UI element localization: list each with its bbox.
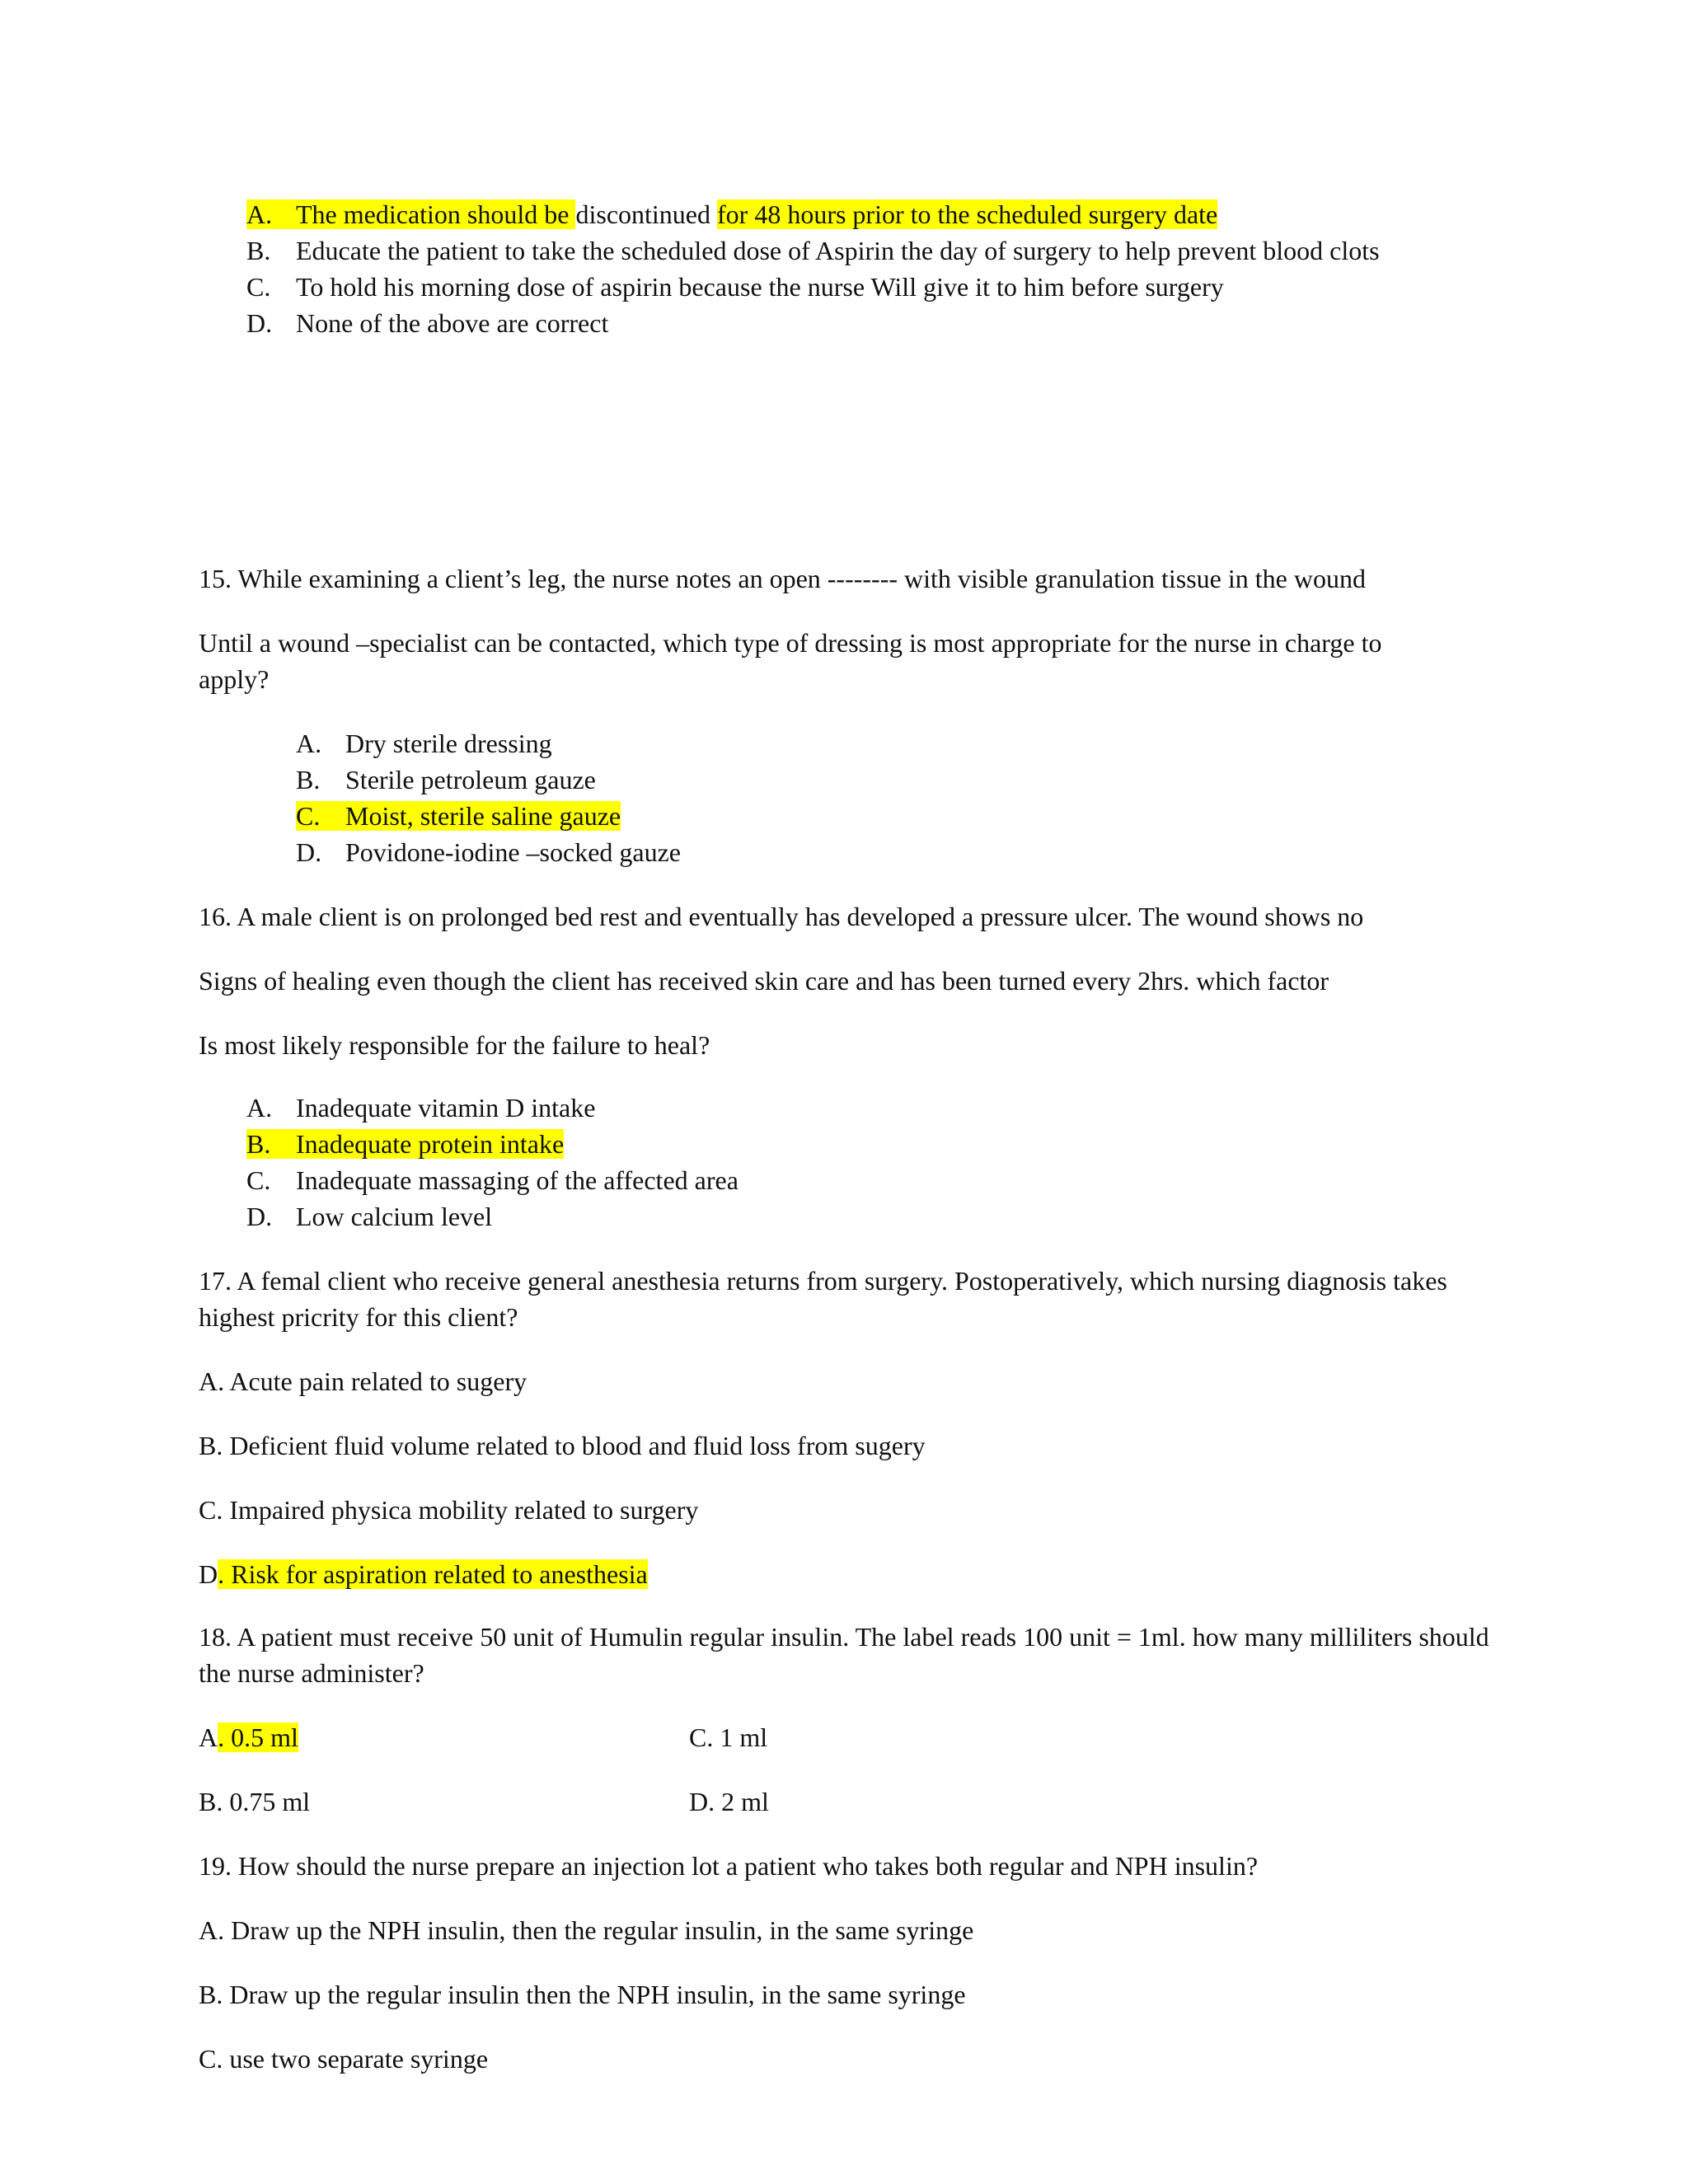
option-text: Sterile petroleum gauze bbox=[345, 765, 596, 794]
q16-question-line2: Signs of healing even though the client has received skin care and has been turned every 2hrs. which factor bbox=[199, 966, 1329, 996]
q16-option-a bbox=[246, 1090, 595, 1126]
q19-option-a: A. Draw up the NPH insulin, then the regular insulin, in the same syringe bbox=[199, 1915, 974, 1945]
q14-option-c bbox=[246, 269, 1224, 305]
q16-question-line3: Is most likely responsible for the failure to heal? bbox=[199, 1030, 710, 1060]
q19-option-c: C. use two separate syringe bbox=[199, 2044, 489, 2074]
q17-option-b: B. Deficient fluid volume related to blood and fluid loss from sugery bbox=[199, 1431, 926, 1460]
option-label: A. bbox=[296, 729, 322, 758]
option-label: D. bbox=[246, 1202, 273, 1231]
q18-option-d: D. 2 ml bbox=[689, 1787, 769, 1816]
option-text: None of the above are correct bbox=[296, 308, 609, 338]
q17-question: 17. A femal client who receive general anesthesia returns from surgery. Postoperatively, which nursing diagnosis takes highest pricrity for this client? bbox=[199, 1266, 1447, 1332]
option-label: C. bbox=[246, 272, 271, 302]
option-label: A bbox=[199, 1722, 218, 1752]
q15-option-a bbox=[296, 725, 552, 762]
q18-option-c: C. 1 ml bbox=[689, 1722, 768, 1752]
option-label: C. bbox=[246, 1165, 271, 1195]
option-text: Educate the patient to take the scheduled dose of Aspirin the day of surgery to help prevent blood clots bbox=[296, 236, 1380, 265]
q19-option-b: B. Draw up the regular insulin then the NPH insulin, in the same syringe bbox=[199, 1980, 966, 2009]
q19-question: 19. How should the nurse prepare an injection lot a patient who takes both regular and NPH insulin? bbox=[199, 1851, 1259, 1881]
q14-option-b bbox=[246, 232, 1380, 269]
option-text-highlighted: Inadequate protein intake bbox=[296, 1129, 565, 1159]
q16-option-c bbox=[246, 1162, 738, 1198]
q18-question: 18. A patient must receive 50 unit of Humulin regular insulin. The label reads 100 unit = 1ml. how many milliliters should the nurse administer? bbox=[199, 1622, 1489, 1688]
option-text-highlighted: The medication should be bbox=[296, 199, 576, 229]
option-text-highlighted: for 48 hours prior to the scheduled surgery date bbox=[717, 199, 1218, 229]
q14-option-d bbox=[246, 305, 608, 341]
q16-option-b bbox=[246, 1126, 564, 1162]
option-label: B. bbox=[296, 765, 321, 794]
option-label: A. bbox=[246, 1093, 273, 1122]
q17-option-a: A. Acute pain related to sugery bbox=[199, 1366, 528, 1396]
option-text: Low calcium level bbox=[296, 1202, 493, 1231]
q15-question-line2: Until a wound –specialist can be contacted, which type of dressing is most appropriate for the nurse in charge to apply? bbox=[199, 628, 1382, 694]
q18-option-a bbox=[199, 1719, 298, 1755]
q16-option-d bbox=[246, 1198, 492, 1235]
q18-option-b: B. 0.75 ml bbox=[199, 1787, 311, 1816]
option-text: Inadequate vitamin D intake bbox=[296, 1093, 596, 1122]
option-text-highlighted: Moist, sterile saline gauze bbox=[345, 801, 621, 831]
option-label: D. bbox=[246, 308, 273, 338]
option-text-highlighted: . 0.5 ml bbox=[218, 1722, 298, 1752]
option-text: Inadequate massaging of the affected area bbox=[296, 1165, 738, 1195]
option-label: A. bbox=[246, 199, 273, 229]
q14-option-a bbox=[246, 196, 1217, 232]
option-text: Povidone-iodine –socked gauze bbox=[345, 837, 681, 867]
q17-option-d bbox=[199, 1556, 648, 1592]
option-label: C. bbox=[296, 801, 321, 831]
option-text-highlighted: . Risk for aspiration related to anesthesia bbox=[218, 1559, 648, 1589]
q16-question-line1: 16. A male client is on prolonged bed rest and eventually has developed a pressure ulcer. The wound shows no bbox=[199, 902, 1364, 931]
option-label: D. bbox=[296, 837, 322, 867]
option-label: B. bbox=[246, 236, 271, 265]
q15-option-d bbox=[296, 834, 681, 870]
q17-option-c: C. Impaired physica mobility related to surgery bbox=[199, 1495, 699, 1525]
option-label: B. bbox=[246, 1129, 271, 1159]
q15-option-c bbox=[296, 798, 621, 834]
q15-option-b bbox=[296, 762, 596, 798]
option-text: To hold his morning dose of aspirin because the nurse Will give it to him before surgery bbox=[296, 272, 1224, 302]
option-label: D bbox=[199, 1559, 218, 1589]
option-text: discontinued bbox=[575, 199, 717, 229]
option-text: Dry sterile dressing bbox=[345, 729, 552, 758]
q15-question-line1: 15. While examining a client’s leg, the nurse notes an open -------- with visible granulation tissue in the wound bbox=[199, 564, 1366, 593]
